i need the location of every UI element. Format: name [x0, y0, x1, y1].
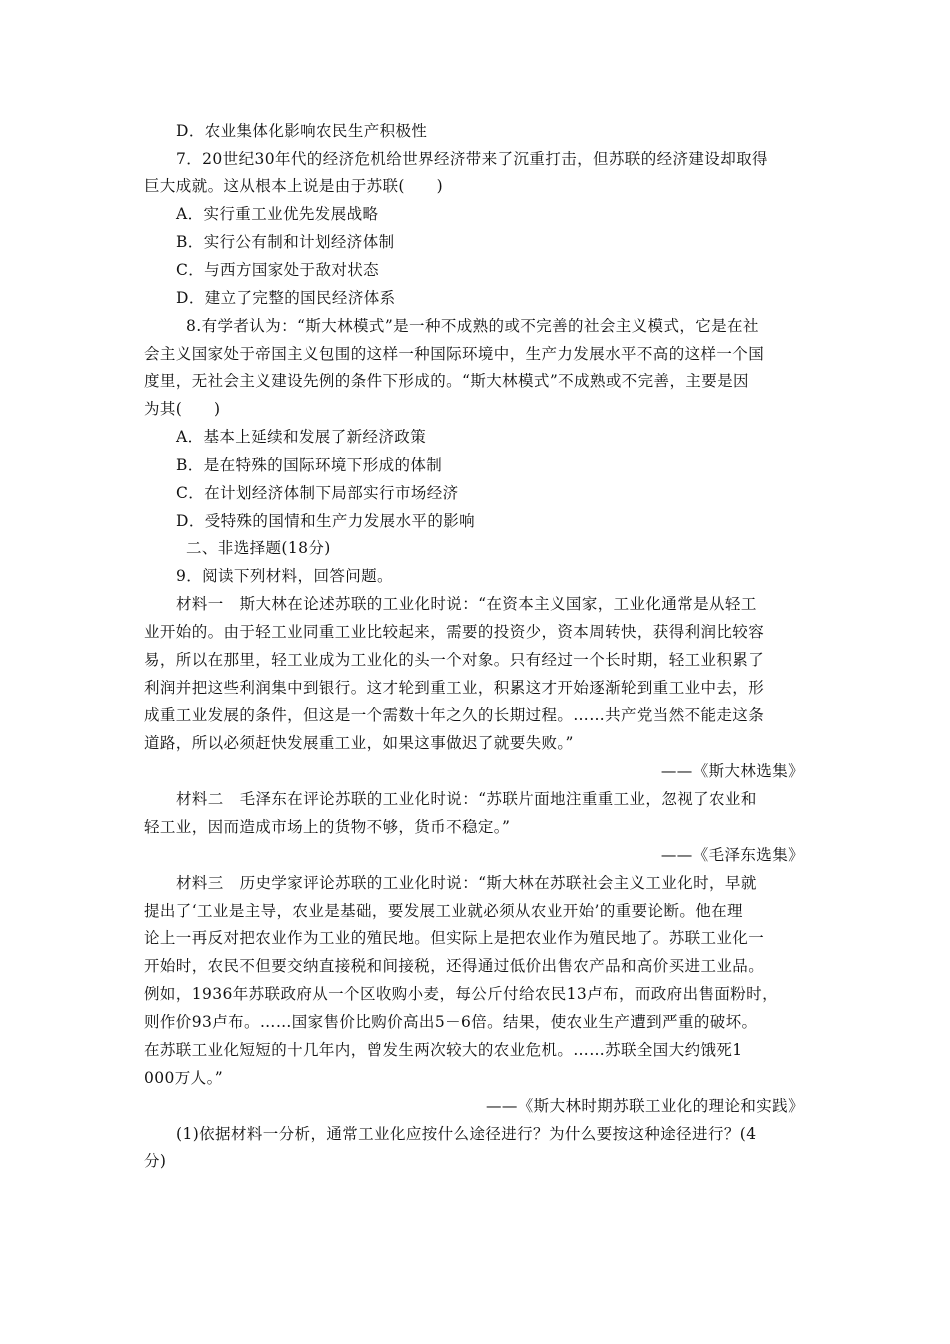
q8-option-c: C．在计划经济体制下局部实行市场经济 [176, 484, 459, 502]
material3-line4: 开始时，农民不但要交纳直接税和间接税，还得通过低价出售农产品和高价买进工业品。 [144, 957, 765, 975]
q6-option-d: D．农业集体化影响农民生产积极性 [176, 122, 428, 140]
material2-line2: 轻工业，因而造成市场上的货物不够，货币不稳定。” [144, 818, 511, 836]
q7-option-c: C．与西方国家处于敌对状态 [176, 261, 380, 279]
material3-line8: 000万人。” [144, 1069, 224, 1087]
q8-stem-line2: 会主义国家处于帝国主义包围的这样一种国际环境中，生产力发展水平不高的这样一个国 [144, 345, 765, 363]
q8-stem-line1: 8.有学者认为：“斯大林模式”是一种不成熟的或不完善的社会主义模式，它是在社 [186, 317, 759, 335]
q7-stem-line1: 7．20世纪30年代的经济危机给世界经济带来了沉重打击，但苏联的经济建设却取得 [176, 150, 768, 168]
material1-line3: 易，所以在那里，轻工业成为工业化的头一个对象。只有经过一个长时期，轻工业积累了 [144, 651, 765, 669]
q8-option-a: A．基本上延续和发展了新经济政策 [176, 428, 427, 446]
material3-line1: 材料三 历史学家评论苏联的工业化时说：“斯大林在苏联社会主义工业化时，早就 [176, 874, 757, 892]
material1-line2: 业开始的。由于轻工业同重工业比较起来，需要的投资少，资本周转快，获得利润比较容 [144, 623, 765, 641]
material2-source: ——《毛泽东选集》 [660, 846, 804, 864]
material1-line6: 道路，所以必须赶快发展重工业，如果这事做迟了就要失败。” [144, 734, 574, 752]
material1-line5: 成重工业发展的条件，但这是一个需数十年之久的长期过程。……共产党当然不能走这条 [144, 706, 765, 724]
material3-source: ——《斯大林时期苏联工业化的理论和实践》 [485, 1097, 804, 1115]
material2-line1: 材料二 毛泽东在评论苏联的工业化时说：“苏联片面地注重重工业，忽视了农业和 [176, 790, 757, 808]
q7-stem-line2: 巨大成就。这从根本上说是由于苏联( ) [144, 177, 444, 195]
material1-line1: 材料一 斯大林在论述苏联的工业化时说：“在资本主义国家，工业化通常是从轻工 [176, 595, 757, 613]
material3-line7: 在苏联工业化短短的十几年内，曾发生两次较大的农业危机。……苏联全国大约饿死1 [144, 1041, 743, 1059]
q7-option-d: D．建立了完整的国民经济体系 [176, 289, 396, 307]
q8-option-d: D．受特殊的国情和生产力发展水平的影响 [176, 512, 476, 530]
material3-line6: 则作价93卢布。……国家售价比购价高出5－6倍。结果，使农业生产遭到严重的破坏。 [144, 1013, 758, 1031]
q8-stem-line3: 度里，无社会主义建设先例的条件下形成的。“斯大林模式”不成熟或不完善，主要是因 [144, 372, 749, 390]
q9-sub1-line2: 分) [144, 1152, 167, 1170]
q8-stem-line4: 为其( ) [144, 400, 221, 418]
q7-option-b: B．实行公有制和计划经济体制 [176, 233, 395, 251]
material1-source: ——《斯大林选集》 [660, 762, 804, 780]
material1-line4: 利润并把这些利润集中到银行。这才轮到重工业，积累这才开始逐渐轮到重工业中去，形 [144, 679, 765, 697]
q8-option-b: B．是在特殊的国际环境下形成的体制 [176, 456, 443, 474]
material3-line3: 论上一再反对把农业作为工业的殖民地。但实际上是把农业作为殖民地了。苏联工业化一 [144, 929, 765, 947]
section-heading: 二、非选择题(18分) [186, 539, 331, 557]
material3-line2: 提出了‘工业是主导，农业是基础，要发展工业就必须从农业开始’的重要论断。他在理 [144, 902, 743, 920]
q9-sub1-line1: (1)依据材料一分析，通常工业化应按什么途径进行？为什么要按这种途径进行？(4 [176, 1125, 757, 1143]
q9-stem: 9．阅读下列材料，回答问题。 [176, 567, 393, 585]
q7-option-a: A．实行重工业优先发展战略 [176, 205, 379, 223]
material3-line5: 例如，1936年苏联政府从一个区收购小麦，每公斤付给农民13卢布，而政府出售面粉时， [144, 985, 778, 1003]
